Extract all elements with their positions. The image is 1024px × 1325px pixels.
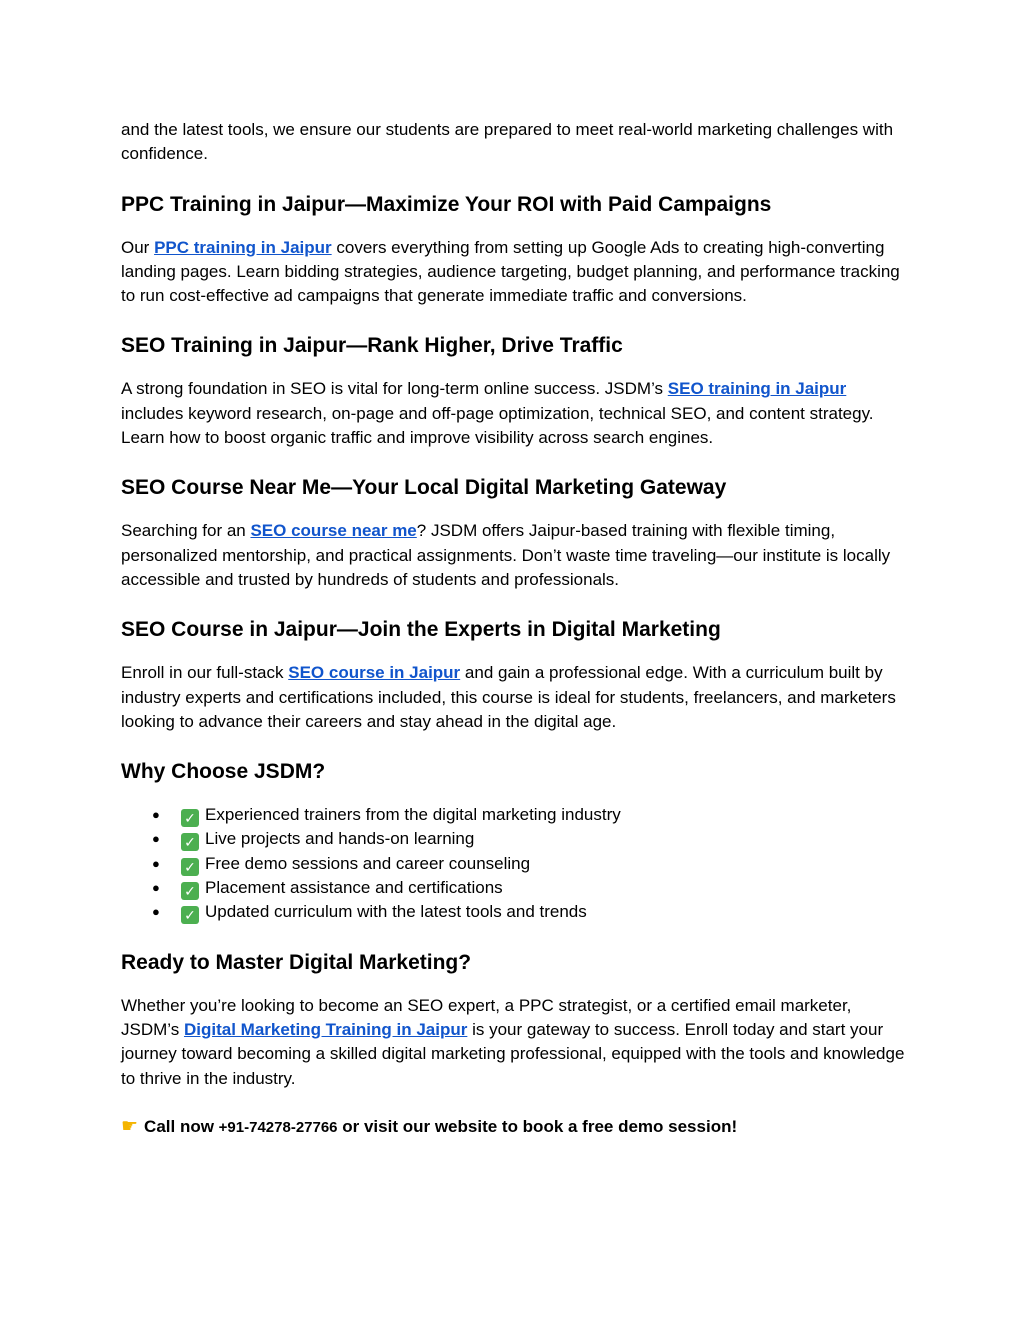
check-mark-icon: ✓ xyxy=(181,809,199,827)
bullet-icon: ● xyxy=(152,904,160,920)
cta-text-after: or visit our website to book a free demo session! xyxy=(337,1116,738,1136)
call-to-action xyxy=(121,1115,911,1140)
ready-paragraph xyxy=(121,994,911,1091)
document-page xyxy=(121,118,911,1140)
list-item xyxy=(121,900,911,924)
pointing-hand-icon: ☛ xyxy=(121,1115,139,1137)
seo-jaipur-text-before: Enroll in our full-stack xyxy=(121,663,289,683)
seo-course-jaipur-link[interactable]: SEO course in Jaipur xyxy=(288,663,461,683)
why-choose-list xyxy=(121,803,911,924)
list-item-text: Free demo sessions and career counseling xyxy=(205,853,531,873)
seo-near-text-before: Searching for an xyxy=(121,521,251,541)
seo-jaipur-paragraph xyxy=(121,661,911,734)
cta-text-before: Call now xyxy=(144,1116,219,1136)
check-mark-icon: ✓ xyxy=(181,882,199,900)
list-item xyxy=(121,876,911,900)
list-item-text: Updated curriculum with the latest tools and trends xyxy=(205,902,587,922)
seo-training-text-after: includes keyword research, on-page and off-page optimization, technical SEO, and content strategy. Learn how to boost organic traffic and improve visibility across search engines. xyxy=(121,403,874,448)
seo-near-text-after: ? JSDM offers Jaipur-based training with flexible timing, personalized mentorship, and practical assignments. Don’t waste time traveling—our institute is locally accessible and trusted by hundreds of students and professionals. xyxy=(121,521,891,589)
seo-near-paragraph xyxy=(121,519,911,592)
bullet-icon: ● xyxy=(152,807,160,823)
ppc-paragraph xyxy=(121,236,911,309)
seo-jaipur-heading: SEO Course in Jaipur—Join the Experts in Digital Marketing xyxy=(121,618,721,642)
list-item-text: Experienced trainers from the digital marketing industry xyxy=(205,805,621,825)
ready-heading: Ready to Master Digital Marketing? xyxy=(121,950,472,974)
phone-number: +91-74278-27766 xyxy=(218,1118,338,1136)
ready-text-before: Whether you’re looking to become an SEO expert, a PPC strategist, or a certified email marketer, JSDM’s xyxy=(121,995,852,1039)
ppc-text-before: Our xyxy=(121,237,155,257)
seo-training-link[interactable]: SEO training in Jaipur xyxy=(667,379,847,399)
seo-training-text-before: A strong foundation in SEO is vital for long-term online success. JSDM’s xyxy=(121,379,668,399)
check-mark-icon: ✓ xyxy=(181,858,199,876)
list-item xyxy=(121,852,911,876)
seo-course-near-me-link[interactable]: SEO course near me xyxy=(250,521,417,541)
intro-paragraph: and the latest tools, we ensure our students are prepared to meet real-world marketing challenges with confidence. xyxy=(121,120,894,164)
list-item-text: Live projects and hands-on learning xyxy=(205,829,475,849)
ppc-heading: PPC Training in Jaipur—Maximize Your ROI with Paid Campaigns xyxy=(121,192,772,216)
bullet-icon: ● xyxy=(152,831,160,847)
bullet-icon: ● xyxy=(152,880,160,896)
list-item xyxy=(121,827,911,851)
seo-training-heading: SEO Training in Jaipur—Rank Higher, Drive Traffic xyxy=(121,334,623,358)
bullet-icon: ● xyxy=(152,855,160,871)
ppc-training-link[interactable]: PPC training in Jaipur xyxy=(154,237,332,257)
list-item xyxy=(121,803,911,827)
check-mark-icon: ✓ xyxy=(181,906,199,924)
seo-near-heading: SEO Course Near Me—Your Local Digital Marketing Gateway xyxy=(121,476,727,500)
seo-training-paragraph xyxy=(121,377,911,450)
seo-jaipur-text-after: and gain a professional edge. With a curriculum built by industry experts and certifications included, this course is ideal for students, freelancers, and marketers looking to advance their careers and stay ahead in the digital age. xyxy=(121,663,896,731)
check-mark-icon: ✓ xyxy=(181,833,199,851)
ppc-text-after: covers everything from setting up Google Ads to creating high-converting landing pages. Learn bidding strategies, audience targeting, budget planning, and performance tracking to run cost-effective ad campaigns that generate immediate traffic and conversions. xyxy=(121,237,900,306)
list-item-text: Placement assistance and certifications xyxy=(205,878,503,898)
why-choose-heading: Why Choose JSDM? xyxy=(121,760,326,784)
ready-text-after: is your gateway to success. Enroll today and start your journey toward becoming a skilled digital marketing professional, equipped with the tools and knowledge to thrive in the industry. xyxy=(121,1019,905,1088)
digital-marketing-training-link[interactable]: Digital Marketing Training in Jaipur xyxy=(183,1019,468,1039)
